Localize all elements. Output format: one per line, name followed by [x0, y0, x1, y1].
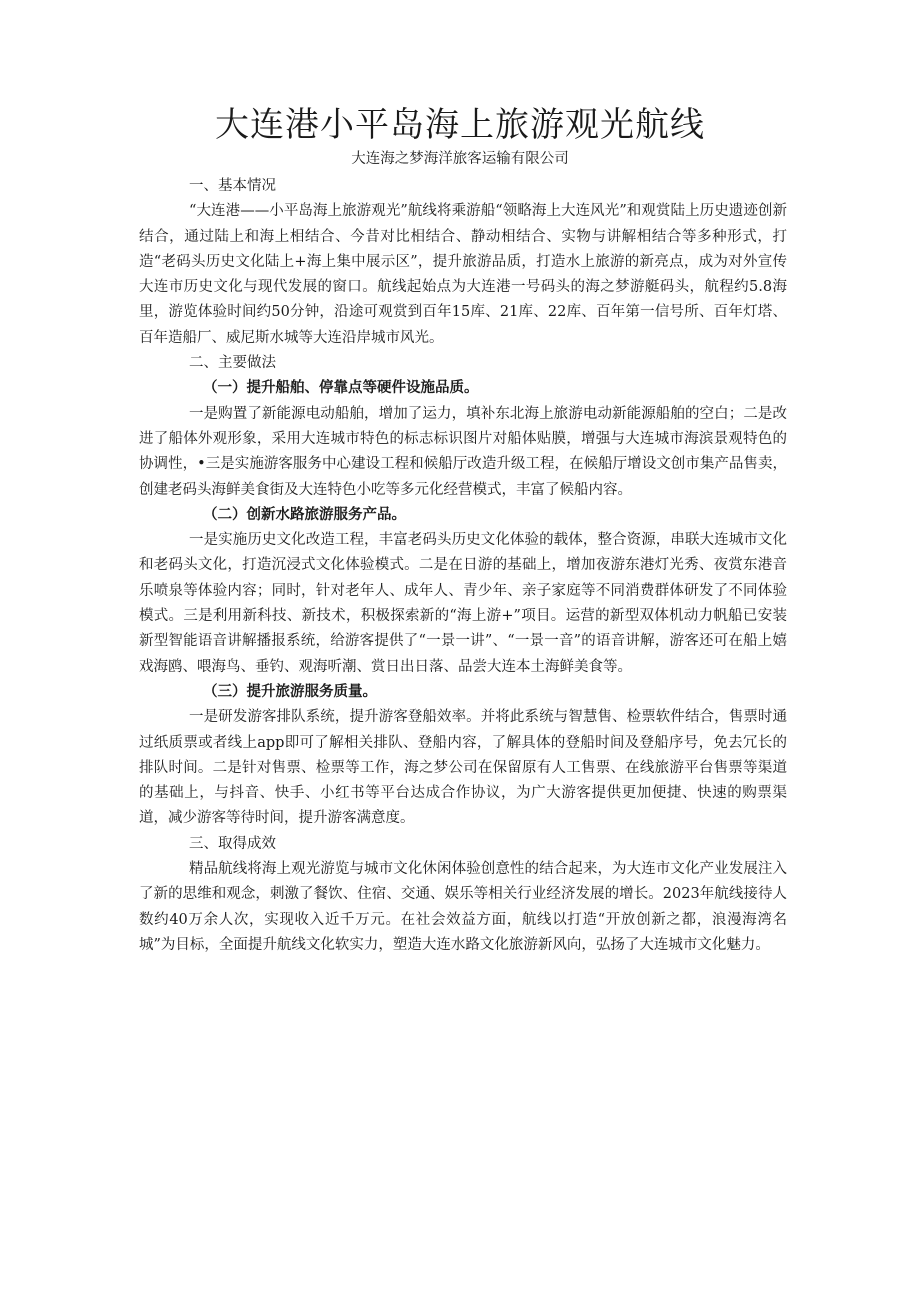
section-heading-main-practices: 二、主要做法 [189, 355, 276, 372]
subsection-title-service-quality: （三）提升旅游服务质量。 [203, 683, 377, 700]
paragraph-basic-situation: “大连港——小平岛海上旅游观光”航线将乘游船“领略海上大连风光”和观赏陆上历史遗迹创新结合，通过陆上和海上相结合、今昔对比相结合、静动相结合、实物与讲解相结合等多种形式，打造“老码头历史文化陆上+海上集中展示区”，提升旅游品质，打造水上旅游的新亮点，成为对外宣传大连市历史文化与现代发展的窗口。航线起始点为大连港一号码头的海之梦游艇码头，航程约5.8海里，游览体验时间约50分钟，沿途可观赏到百年15库、21库、22库、百年第一信号所、百年灯塔、百年造船厂、威尼斯水城等大连沿岸城市风光。 [139, 203, 787, 346]
section-heading-results: 三、取得成效 [189, 835, 276, 852]
paragraph-hardware: 一是购置了新能源电动船舶，增加了运力，填补东北海上旅游电动新能源船舶的空白；二是改进了船体外观形象，采用大连城市特色的标志标识图片对船体贴膜，增强与大连城市海滨景观特色的协调性，•三是实施游客服务中心建设工程和候船厅改造升级工程，在候船厅增设文创市集产品售卖，创建老码头海鲜美食街及大连特色小吃等多元化经营模式，丰富了候船内容。 [139, 405, 787, 498]
paragraph-service-quality: 一是研发游客排队系统，提升游客登船效率。并将此系统与智慧售、检票软件结合，售票时通过纸质票或者线上app即可了解相关排队、登船内容，了解具体的登船时间及登船序号，免去冗长的排队时间。二是针对售票、检票等工作，海之梦公司在保留原有人工售票、在线旅游平台售票等渠道的基础上，与抖音、快手、小红书等平台达成合作协议，为广大游客提供更加便捷、快速的购票渠道，减少游客等待时间，提升游客满意度。 [139, 709, 787, 827]
paragraph-results: 精品航线将海上观光游览与城市文化休闲体验创意性的结合起来，为大连市文化产业发展注入了新的思维和观念，刺激了餐饮、住宿、交通、娱乐等相关行业经济发展的增长。2023年航线接待人数约40万余人次，实现收入近千万元。在社会效益方面，航线以打造“开放创新之都，浪漫海湾名城”为目标，全面提升航线文化软实力，塑造大连水路文化旅游新风向，弘扬了大连城市文化魅力。 [139, 861, 787, 953]
document-body [139, 174, 787, 958]
section-heading-basic-situation: 一、基本情况 [189, 178, 276, 194]
subsection-title-hardware: （一）提升船舶、停靠点等硬件设施品质。 [203, 380, 479, 397]
subsection-title-products: （二）创新水路旅游服务产品。 [203, 506, 406, 523]
paragraph-products: 一是实施历史文化改造工程，丰富老码头历史文化体验的载体，整合资源，串联大连城市文化和老码头文化，打造沉浸式文化体验模式。二是在日游的基础上，增加夜游东港灯光秀、夜赏东港音乐喷泉等体验内容；同时，针对老年人、成年人、青少年、亲子家庭等不同消费群体研发了不同体验模式。三是利用新科技、新技术，积极探索新的“海上游+”项目。运营的新型双体机动力帆船已安装新型智能语音讲解播报系统，给游客提供了“一景一讲”、“一景一音”的语音讲解，游客还可在船上嬉戏海鸥、喂海鸟、垂钓、观海听潮、赏日出日落、品尝大连本土海鲜美食等。 [139, 532, 787, 675]
page-title: 大连港小平岛海上旅游观光航线 [215, 105, 705, 145]
company-name: 大连海之梦海洋旅客运输有限公司 [351, 151, 569, 167]
